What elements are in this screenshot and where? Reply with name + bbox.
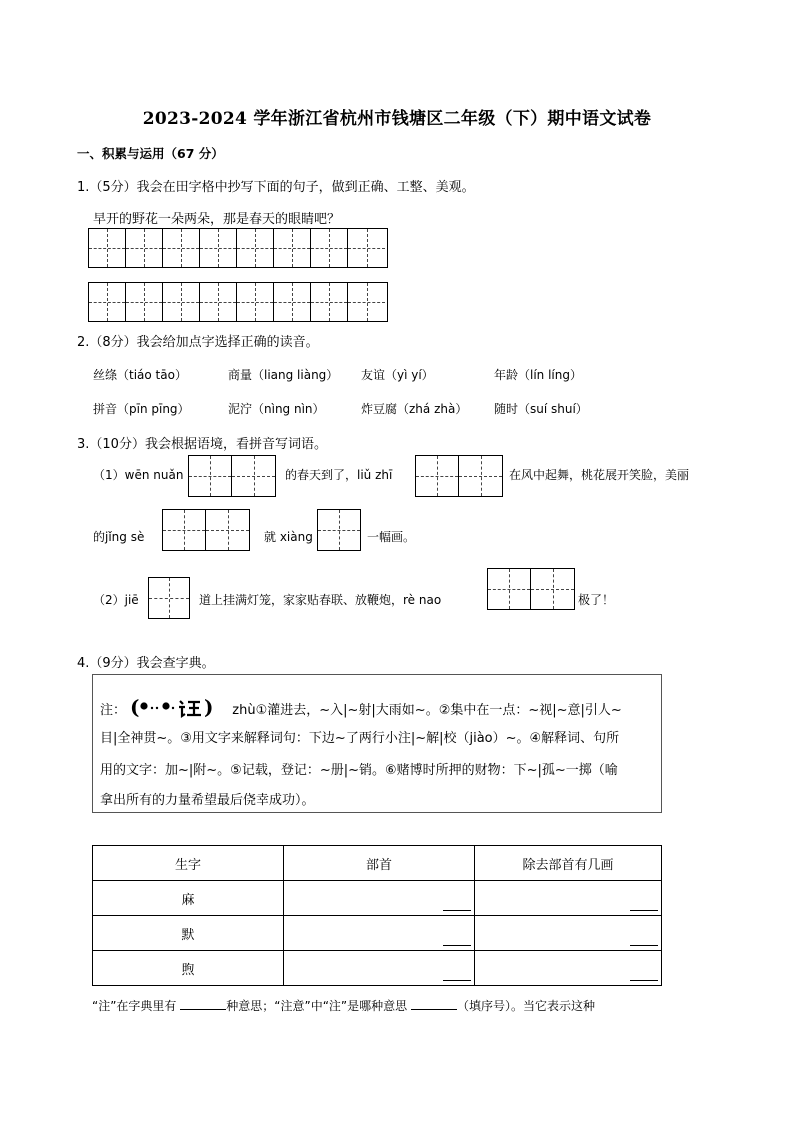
- pinyin-answer-box[interactable]: [415, 455, 503, 497]
- stroke-answer-cell[interactable]: [475, 881, 662, 916]
- grid-cell[interactable]: [189, 456, 232, 496]
- q3-text: 道上挂满灯笼，家家贴春联、放鞭炮，rè nao: [199, 593, 442, 607]
- grid-cell[interactable]: [274, 229, 311, 267]
- grid-cell[interactable]: [126, 229, 163, 267]
- q4-followup: [92, 996, 595, 1014]
- table-header-row: [93, 846, 662, 881]
- q2-stem: 2.（8分）我会给加点字选择正确的读音。: [77, 335, 319, 350]
- meaning-number-blank[interactable]: [411, 996, 457, 1010]
- dict-headword: 注：: [100, 703, 127, 718]
- q1-writing-grid-2[interactable]: [88, 282, 388, 322]
- grid-cell[interactable]: [89, 229, 126, 267]
- pinyin-answer-box[interactable]: [188, 455, 276, 497]
- grid-cell[interactable]: [531, 569, 574, 609]
- q4-followup-text: “注”在字典里有: [92, 999, 177, 1013]
- grid-cell[interactable]: [149, 578, 189, 618]
- q3-text: 极了！: [578, 593, 615, 607]
- q2-option[interactable]: 泥泞（nìng nìn）: [228, 402, 325, 416]
- dict-pinyin: zhù: [232, 703, 256, 718]
- dictionary-entry-box: [92, 674, 662, 813]
- grid-cell[interactable]: [348, 229, 385, 267]
- character-cell: 默: [93, 916, 284, 951]
- grid-cell[interactable]: [274, 283, 311, 321]
- table-header: 除去部首有几画: [475, 846, 662, 881]
- radical-answer-cell[interactable]: [284, 881, 475, 916]
- stroke-answer-cell[interactable]: [475, 916, 662, 951]
- pinyin-answer-box[interactable]: [317, 509, 361, 551]
- q2-option[interactable]: 年龄（lín líng）: [494, 368, 582, 382]
- grid-cell[interactable]: [318, 510, 360, 550]
- q2-option[interactable]: 随时（suí shuí）: [494, 402, 588, 416]
- radical-answer-cell[interactable]: [284, 951, 475, 986]
- grid-cell[interactable]: [348, 283, 385, 321]
- q3-text: 在风中起舞，桃花展开笑脸，美丽: [509, 468, 690, 482]
- q2-option[interactable]: 友谊（yì yí）: [361, 368, 434, 382]
- q2-option[interactable]: 商量（liang liàng）: [228, 368, 339, 382]
- grid-cell[interactable]: [206, 510, 249, 550]
- grid-cell[interactable]: [237, 229, 274, 267]
- grid-cell[interactable]: [232, 456, 275, 496]
- radical-answer-cell[interactable]: [284, 916, 475, 951]
- table-row: [93, 881, 662, 916]
- pinyin-answer-box[interactable]: [148, 577, 190, 619]
- q2-option[interactable]: 拼音（pīn pīng）: [93, 402, 190, 416]
- q4-followup-text: （填序号）。当它表示这种: [456, 999, 595, 1013]
- pinyin-answer-box[interactable]: [487, 568, 575, 610]
- q2-option[interactable]: 炸豆腐（zhá zhà）: [361, 402, 468, 416]
- q3-text: 的jǐng sè: [93, 530, 145, 544]
- q3-stem: 3.（10分）我会根据语境，看拼音写词语。: [77, 437, 327, 452]
- dict-definition-line: 用的文字：加~|附~。⑤记载，登记：~册|~销。⑥赌博时所押的财物：下~|孤~一掷（喻: [100, 763, 618, 778]
- q3-text: （2）jiē: [93, 593, 139, 607]
- character-cell: 麻: [93, 881, 284, 916]
- grid-cell[interactable]: [200, 229, 237, 267]
- svg-text:): ): [204, 697, 214, 719]
- q4-stem: 4.（9分）我会查字典。: [77, 656, 215, 671]
- dict-definition-line: 目|全神贯~。③用文字来解释词句：下边~了两行小注|~解|校（jiào）~。④解释词、句所: [100, 731, 620, 746]
- q3-text: 一幅画。: [367, 530, 416, 544]
- phonetic-glyph-icon: [130, 697, 228, 719]
- dict-definition-line: ①灌进去，~入|~射|大雨如~。②集中在一点：~视|~意|引人~: [255, 703, 622, 718]
- q2-option[interactable]: 丝绦（tiáo tāo）: [93, 368, 187, 382]
- grid-cell[interactable]: [163, 510, 206, 550]
- grid-cell[interactable]: [89, 283, 126, 321]
- q1-stem: 1.（5分）我会在田字格中抄写下面的句子，做到正确、工整、美观。: [77, 180, 475, 195]
- radical-table: [92, 845, 662, 986]
- table-row: [93, 916, 662, 951]
- table-header: 生字: [93, 846, 284, 881]
- q4-followup-text: 种意思；“注意”中“注”是哪种意思: [226, 999, 408, 1013]
- grid-cell[interactable]: [459, 456, 502, 496]
- section-heading: 一、积累与运用（67 分）: [77, 146, 224, 161]
- grid-cell[interactable]: [200, 283, 237, 321]
- grid-cell[interactable]: [163, 229, 200, 267]
- grid-cell[interactable]: [163, 283, 200, 321]
- character-cell: 煦: [93, 951, 284, 986]
- table-header: 部首: [284, 846, 475, 881]
- grid-cell[interactable]: [311, 229, 348, 267]
- q3-text: 就 xiàng: [264, 530, 313, 544]
- q1-sentence: 早开的野花一朵两朵，那是春天的眼睛吧？: [93, 212, 341, 227]
- stroke-answer-cell[interactable]: [475, 951, 662, 986]
- q3-text: （1）wēn nuǎn: [93, 468, 184, 482]
- table-row: [93, 951, 662, 986]
- pinyin-answer-box[interactable]: [162, 509, 250, 551]
- grid-cell[interactable]: [416, 456, 459, 496]
- q1-writing-grid-1[interactable]: [88, 228, 388, 268]
- grid-cell[interactable]: [237, 283, 274, 321]
- page-title: 2023-2024 学年浙江省杭州市钱塘区二年级（下）期中语文试卷: [142, 109, 652, 129]
- dict-definition-line: 拿出所有的力量希望最后侥幸成功）。: [100, 793, 315, 808]
- grid-cell[interactable]: [311, 283, 348, 321]
- meaning-count-blank[interactable]: [180, 996, 226, 1010]
- svg-text:(: (: [130, 697, 140, 719]
- grid-cell[interactable]: [488, 569, 531, 609]
- q3-text: 的春天到了，liǔ zhī: [285, 468, 393, 482]
- grid-cell[interactable]: [126, 283, 163, 321]
